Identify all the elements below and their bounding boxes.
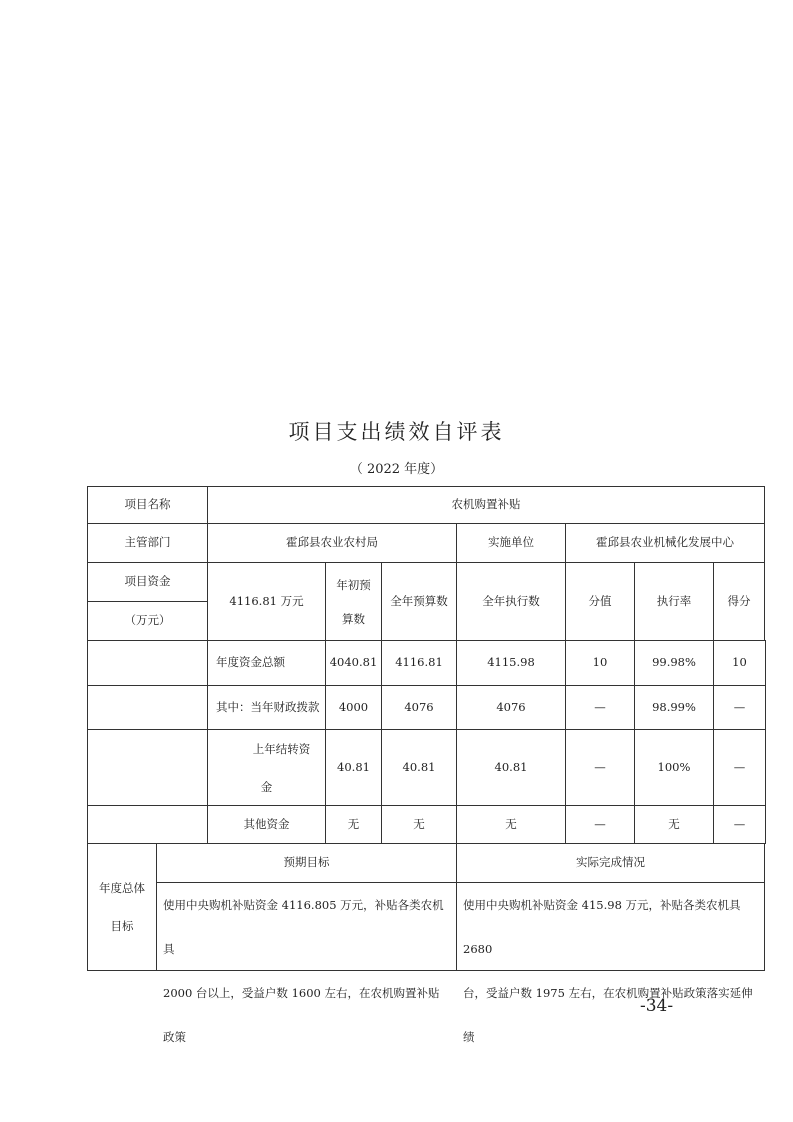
header-initial-budget — [325, 562, 382, 641]
fund-row-score-value: — — [565, 685, 635, 730]
fund-row-initial: 4000 — [325, 685, 382, 730]
fund-row-rate: 99.98% — [634, 640, 714, 686]
header-annual-budget: 全年预算数 — [381, 562, 457, 641]
project-name-value: 农机购置补贴 — [207, 486, 765, 524]
fund-row-rate: 98.99% — [634, 685, 714, 730]
dept-value: 霍邱县农业农村局 — [207, 523, 457, 563]
fund-row-budget: 4116.81 — [381, 640, 457, 686]
empty-cell — [87, 640, 208, 686]
fund-row-label-line2: 金 — [260, 779, 273, 794]
funds-unit-label: （万元） — [87, 601, 208, 641]
actual-result-header: 实际完成情况 — [456, 843, 765, 883]
document-title: 项目支出绩效自评表 — [288, 420, 505, 444]
fund-row-score-value: — — [565, 805, 635, 844]
fund-row-score: — — [713, 729, 766, 806]
empty-cell — [87, 729, 208, 806]
fund-row-executed: 40.81 — [456, 729, 566, 806]
fund-row-label: 其中：当年财政拨款 — [207, 685, 326, 730]
actual-result-line2: 台，受益户数 1975 左右，在农机购置补贴政策落实延伸绩 — [463, 986, 753, 1044]
fund-row-label: 其他资金 — [207, 805, 326, 844]
impl-value: 霍邱县农业机械化发展中心 — [565, 523, 765, 563]
project-name-label: 项目名称 — [87, 486, 208, 524]
fund-row-score: 10 — [713, 640, 766, 686]
fund-row-budget: 40.81 — [381, 729, 457, 806]
header-initial-budget-line2: 算数 — [342, 611, 365, 626]
expected-goal-line1: 使用中央购机补贴资金 4116.805 万元，补贴各类农机具 — [163, 898, 444, 956]
funds-label: 项目资金 — [87, 562, 208, 602]
fund-row-score-value: — — [565, 729, 635, 806]
fund-row-rate: 100% — [634, 729, 714, 806]
fund-row-initial: 40.81 — [325, 729, 382, 806]
fund-row-score-value: 10 — [565, 640, 635, 686]
fund-row-score: — — [713, 685, 766, 730]
fund-row-executed: 无 — [456, 805, 566, 844]
expected-goal-line2: 2000 台以上，受益户数 1600 左右，在农机购置补贴政策 — [163, 986, 440, 1044]
annual-goal-label — [87, 843, 157, 971]
empty-cell — [87, 805, 208, 844]
page-number: -34- — [640, 996, 674, 1016]
year-line: （ 2022 年度） — [349, 462, 444, 477]
fund-row-initial: 4040.81 — [325, 640, 382, 686]
fund-row-executed: 4115.98 — [456, 640, 566, 686]
header-score-value: 分值 — [565, 562, 635, 641]
header-exec-rate: 执行率 — [634, 562, 714, 641]
fund-row-label: 年度资金总额 — [207, 640, 326, 686]
funds-total: 4116.81 万元 — [207, 562, 326, 641]
fund-row-budget: 无 — [381, 805, 457, 844]
impl-label: 实施单位 — [456, 523, 566, 563]
annual-goal-label-line1: 年度总体 — [99, 881, 145, 895]
fund-row-initial: 无 — [325, 805, 382, 844]
fund-row-rate: 无 — [634, 805, 714, 844]
actual-result-line1: 使用中央购机补贴资金 415.98 万元，补贴各类农机具 2680 — [463, 898, 741, 956]
dept-label: 主管部门 — [87, 523, 208, 563]
fund-row-budget: 4076 — [381, 685, 457, 730]
expected-goal-header: 预期目标 — [156, 843, 457, 883]
fund-row-executed: 4076 — [456, 685, 566, 730]
annual-goal-label-line2: 目标 — [110, 919, 134, 933]
header-score: 得分 — [713, 562, 765, 641]
fund-row-label-line1: 上年结转资 — [252, 741, 311, 756]
header-executed: 全年执行数 — [456, 562, 566, 641]
empty-cell — [87, 685, 208, 730]
fund-row-score: — — [713, 805, 766, 844]
fund-row-label — [207, 729, 326, 806]
header-initial-budget-line1: 年初预 — [336, 577, 371, 592]
expected-goal-text — [156, 882, 457, 1044]
